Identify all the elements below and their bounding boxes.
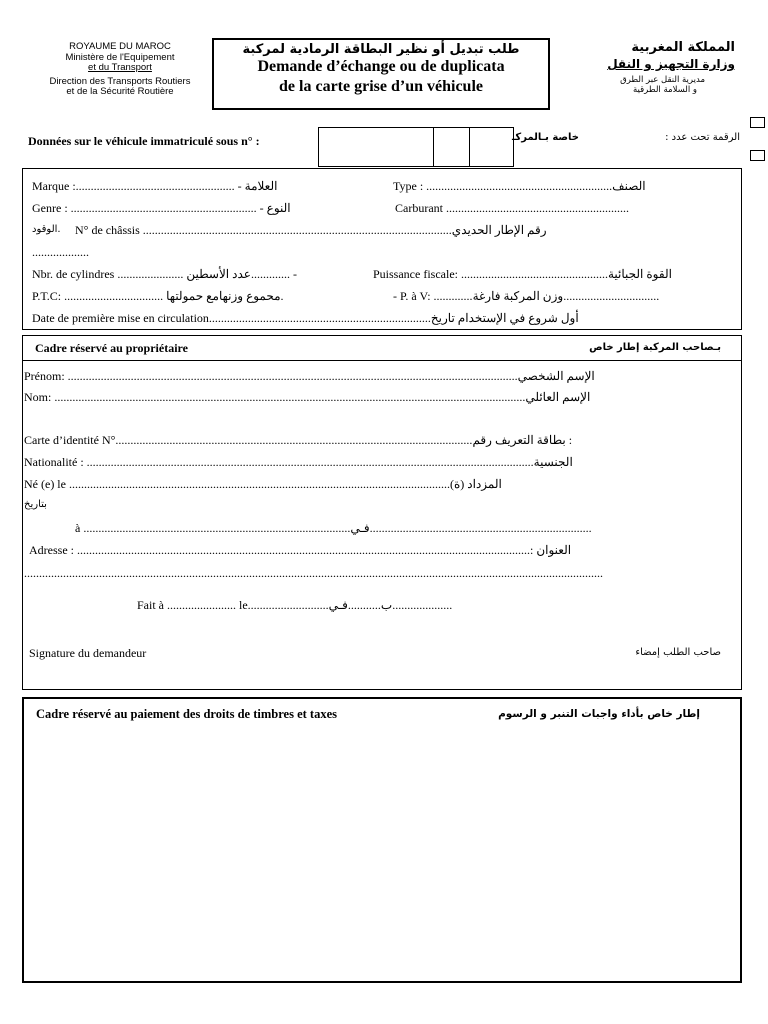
owner-title-ar: بـصاحب المركبة إطار خاص: [589, 342, 721, 353]
payment-title-fr: Cadre réservé au paiement des droits de timbres et taxes: [36, 707, 337, 721]
ministry-fr-2: et du Transport: [88, 62, 152, 73]
type-field[interactable]: Type : ..............................................................الصنف: [393, 179, 646, 193]
ministry-fr: Ministère de l'Equipement: [65, 51, 175, 63]
ptc-field[interactable]: P.T.C: ................................. محموع وزنهامع حمولتها.: [32, 289, 284, 303]
form-title-box: [212, 38, 550, 110]
birth-date-field[interactable]: Né (e) le ...............................................................................................................................المزداد (ة): [24, 477, 502, 491]
direction-ar-2: و السلامة الطرقية: [632, 85, 697, 95]
pav-field[interactable]: - P. à V: .............وزن المركبة فارغة................................: [393, 289, 660, 303]
kingdom-fr: ROYAUME DU MAROC: [69, 41, 171, 52]
immatriculation-label: Données sur le véhicule immatriculé sous n° :: [28, 134, 260, 148]
nationalite-field[interactable]: Nationalité : .....................................................................................................................................................الجنسية: [24, 455, 573, 469]
direction-fr-2: et de la Sécurité Routière: [66, 86, 174, 97]
title-ar: طلب تبديل أو نظير البطاقة الرمادية لمركبة: [242, 42, 520, 57]
carte-identite-field[interactable]: Carte d’identité N°.......................................................................................................................بطاقة التعريف رقم :: [24, 433, 573, 447]
kingdom-ar: المملكة المغربية: [631, 40, 735, 55]
ministry-ar: وزارة التجهيز و النقل: [607, 57, 735, 71]
adresse-field[interactable]: Adresse : .......................................................................................................................................................: العنوان: [29, 543, 572, 557]
payment-frame: [22, 697, 742, 983]
first-circulation-date-field[interactable]: Date de première mise en circulation..........................................................................أول شروع في الإستخدام تاريخ: [32, 311, 579, 325]
direction-fr: Direction des Transports Routiers: [49, 75, 191, 87]
chassis-dots: ...................: [32, 245, 89, 259]
chassis-field[interactable]: N° de châssis .......................................................................................................رقم الإطار الحديدي: [75, 223, 547, 237]
adresse-dots: .................................................................................................................................................................................................: [24, 566, 603, 580]
header-left-block: [30, 42, 210, 98]
checkbox-1[interactable]: [750, 117, 765, 128]
puissance-field[interactable]: Puissance fiscale: .................................................القوة الجبائية: [373, 267, 672, 281]
immatriculation-number-box[interactable]: [318, 127, 514, 167]
chassis-label-ar: .الوقود: [32, 224, 61, 235]
title-fr-2: de la carte grise d’un véhicule: [279, 78, 483, 95]
birth-date-label-ar: بتاريخ: [24, 499, 47, 510]
birth-place-field[interactable]: à .........................................................................................فـي..........................................................................: [75, 521, 592, 535]
marque-field[interactable]: Marque :..................................................... - العلامة: [32, 179, 278, 193]
carburant-field[interactable]: Carburant .............................................................: [395, 201, 629, 215]
fait-field[interactable]: Fait à ....................... le...........................ب...........فـي....................: [137, 598, 453, 612]
payment-title-ar: إطار خاص بأداء واجبات التنبر و الرسوم: [498, 708, 700, 720]
direction-ar: مديرية النقل عبر الطرق: [620, 75, 705, 85]
genre-field[interactable]: Genre : .............................................................. - النوع: [32, 201, 291, 215]
owner-title-fr: Cadre réservé au propriétaire: [35, 341, 188, 355]
signature-label-fr: Signature du demandeur: [29, 646, 147, 660]
prenom-field[interactable]: Prénom: ......................................................................................................................................................الإسم الشخصي: [24, 369, 595, 383]
nom-field[interactable]: Nom: .............................................................................................................................................................الإسم العائلي: [24, 390, 591, 404]
signature-label-ar: صاحب الطلب إمضاء: [635, 647, 721, 658]
cylindres-field[interactable]: Nbr. de cylindres ...................... عدد الأسطين............. -: [32, 267, 297, 281]
vehicle-data-frame: [22, 168, 742, 330]
title-fr-1: Demande d’échange ou de duplicata: [257, 58, 505, 75]
immatriculation-label-ar-1: خاصة بـالمركـ: [512, 132, 580, 143]
header-right-block: [560, 40, 735, 95]
immatriculation-label-ar-2: الرقمة تحت عدد :: [665, 132, 740, 143]
checkbox-2[interactable]: [750, 150, 765, 161]
owner-frame: [22, 335, 742, 690]
